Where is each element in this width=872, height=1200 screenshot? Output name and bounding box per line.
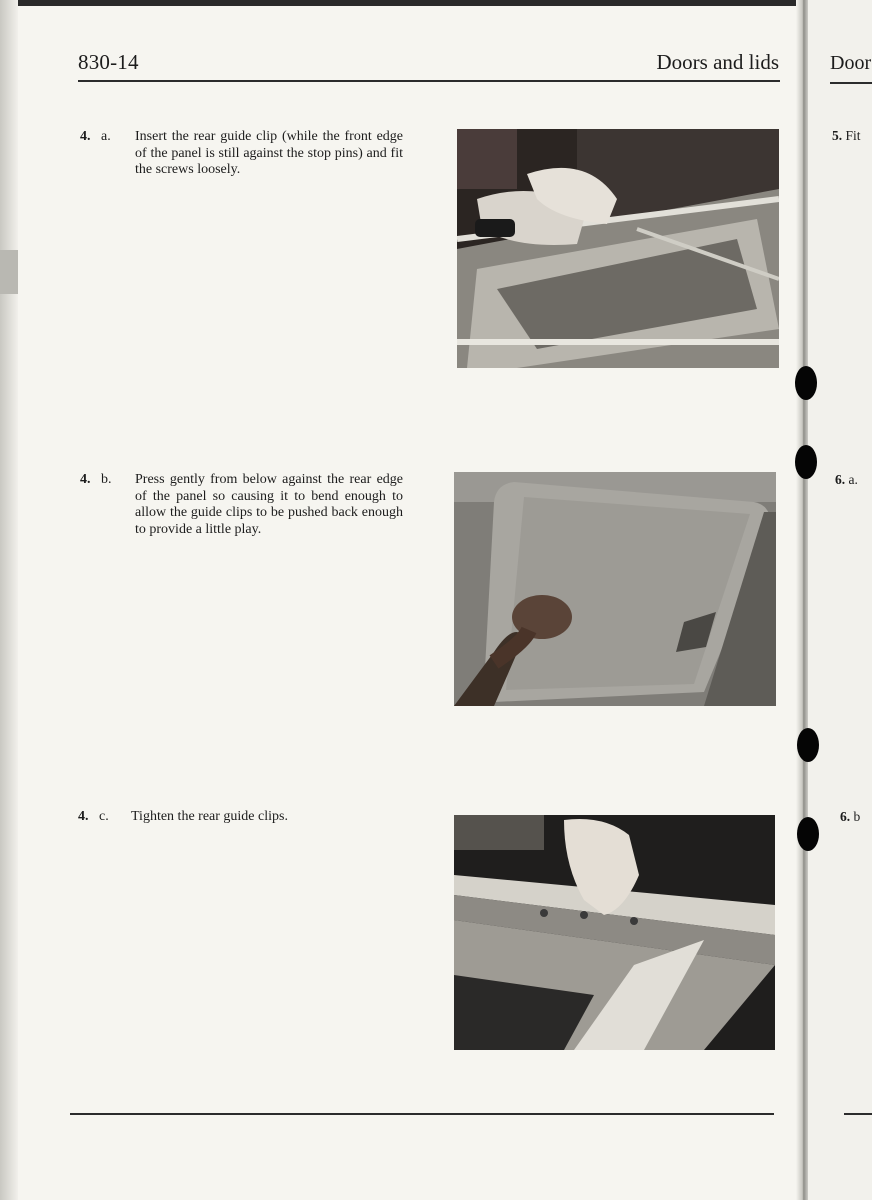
facing-page <box>808 0 872 1200</box>
step-4b <box>80 472 410 542</box>
facing-step-text: b <box>853 809 861 824</box>
section-title: Doors and lids <box>656 50 779 74</box>
page-number: 830-14 <box>78 50 139 74</box>
step-text: Press gently from below against the rear edge of the panel so causing it to bend enough to allow the guide clips to be pushed back enough to provide a little play. <box>135 472 403 537</box>
step-sub: b. <box>101 472 112 487</box>
header-rule <box>78 80 780 82</box>
step-sub: c. <box>99 809 109 824</box>
facing-step-5 <box>832 128 861 144</box>
step-sub: a. <box>101 129 111 144</box>
facing-step-number: 6. <box>835 472 846 487</box>
scan-left-edge <box>0 0 18 1200</box>
step-number: 4. <box>80 129 91 144</box>
facing-step-number: 5. <box>832 128 843 143</box>
photo-4a <box>457 129 779 368</box>
step-number: 4. <box>80 472 91 487</box>
step-4c <box>78 809 408 829</box>
facing-footer-rule <box>844 1113 872 1115</box>
punch-hole <box>797 728 819 762</box>
photo-4b <box>454 472 776 706</box>
photo-4c <box>454 815 775 1050</box>
punch-hole <box>797 817 819 851</box>
scan-top-edge <box>0 0 872 6</box>
step-4a <box>80 129 410 189</box>
facing-step-text: Fit <box>845 128 861 143</box>
binding-tab <box>0 250 18 294</box>
step-text: Insert the rear guide clip (while the front edge of the panel is still against the stop pins) and fit the screws loosely. <box>135 129 403 177</box>
footer-rule <box>70 1113 774 1115</box>
facing-header-rule <box>830 82 872 84</box>
facing-page-title: Door <box>830 52 872 74</box>
facing-step-text: a. <box>848 472 858 487</box>
step-number: 4. <box>78 809 89 824</box>
punch-hole <box>795 445 817 479</box>
facing-step-number: 6. <box>840 809 851 824</box>
facing-step-6b <box>840 809 860 825</box>
facing-step-6a <box>835 472 858 488</box>
step-text: Tighten the rear guide clips. <box>131 809 288 824</box>
punch-hole <box>795 366 817 400</box>
